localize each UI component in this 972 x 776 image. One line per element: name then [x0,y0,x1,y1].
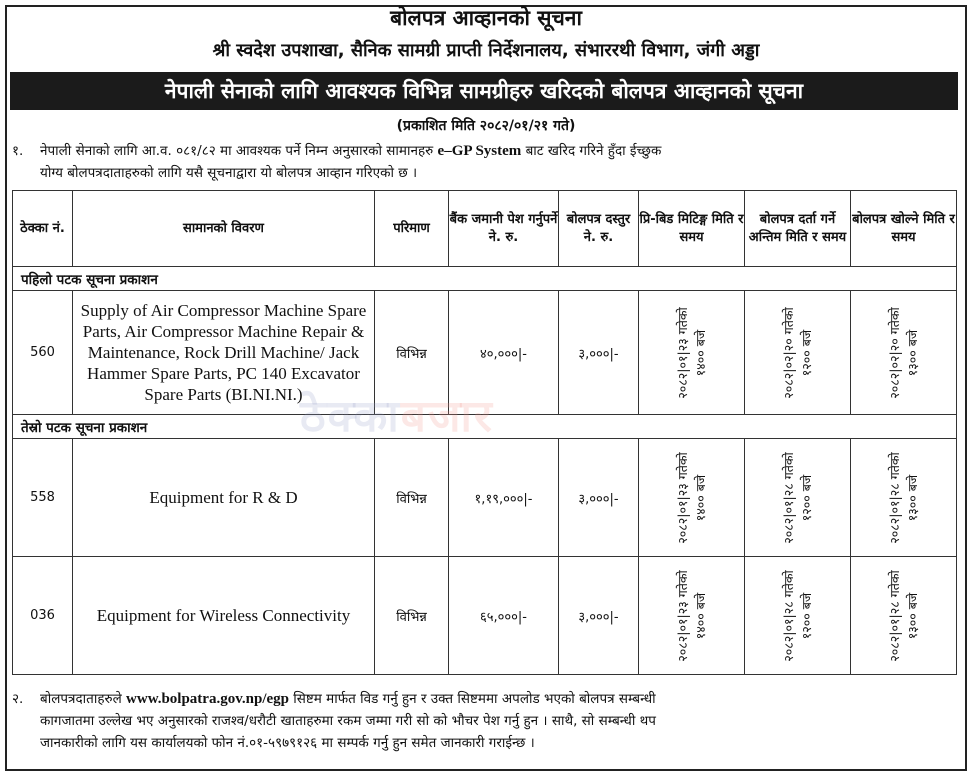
item-description: Supply of Air Compressor Machine Spare Parts, Air Compressor Machine Repair & Maintenance, Rock Drill Machine/ Jack Hammer Spare Parts, PC 140 Excavator Spare Parts (BI.NI.NI.) [73,291,375,415]
item-description: Equipment for R & D [73,439,375,557]
col-header-prebid: प्रि-बिड मिटिङ्ग मिति र समय [639,191,745,267]
col-header-bank: बैंक जमानी पेश गर्नुपर्ने ने. रु. [449,191,559,267]
prebid-datetime: २०८२|०१|२३ गतेको १४०० बजे [639,291,745,415]
tender-fee: ३,०००|- [559,557,639,675]
notice-title: बोलपत्र आव्हानको सूचना [390,6,582,30]
published-date: (प्रकाशित मिति २०८२/०१/२१ गते) [396,118,576,134]
paragraph-number: १. [12,143,24,159]
paragraph-1: १. नेपाली सेनाको लागि आ.व. ०८१/८२ मा आवश्यक पर्ने निम्न अनुसारको सामानहरु e–GP System बाट खरिद गरिने हुँदा ईच्छुक योग्य बोलपत्रदाताहरुको लागि यसै सूचनाद्वारा यो बोलपत्र आव्हान गरिएको छ । [12,140,960,184]
col-header-desc: सामानको विवरण [73,191,375,267]
opening-datetime: २०८२|०१|२८ गतेको १३०० बजे [851,439,957,557]
quantity: विभिन्न [375,439,449,557]
deadline-datetime: २०८२|०१|२८ गतेको १२०० बजे [745,439,851,557]
quantity: विभिन्न [375,291,449,415]
paragraph-2: २. बोलपत्रदाताहरुले www.bolpatra.gov.np/egp सिष्टम मार्फत विड गर्नु हुन र उक्त सिष्टममा अपलोड भएको बोलपत्र सम्बन्धी कागजातमा उल्लेख भए अनुसारको राजश्व/धरौटी खाताहरुमा रकम जम्मा गरी सो को भौचर पेश गर्नु हुन । साथै, सो सम्बन्धी थप जानकारीको लागि यस कार्यालयको फोन नं.०१-५९७९१२६ मा सम्पर्क गर्नु हुन समेत जानकारी गराईन्छ । [12,688,960,754]
tender-no: 560 [13,291,73,415]
tender-no: 036 [13,557,73,675]
col-header-qty: परिमाण [375,191,449,267]
egp-system: e–GP System [437,143,522,159]
prebid-datetime: २०८२|०१|२३ गतेको १४०० बजे [639,557,745,675]
col-header-no: ठेक्का नं. [13,191,73,267]
col-header-deadline: बोलपत्र दर्ता गर्ने अन्तिम मिति र समय [745,191,851,267]
watermark-logo: ठेक्काबजार [300,391,494,442]
notice-banner: नेपाली सेनाको लागि आवश्यक विभिन्न सामग्रीहरु खरिदको बोलपत्र आव्हानको सूचना [10,72,958,110]
prebid-datetime: २०८२|०१|२३ गतेको १४०० बजे [639,439,745,557]
table-row [13,439,957,557]
opening-datetime: २०८२|०१|२८ गतेको १३०० बजे [851,557,957,675]
quantity: विभिन्न [375,557,449,675]
bank-guarantee: ४०,०००|- [449,291,559,415]
tender-no: 558 [13,439,73,557]
tender-fee: ३,०००|- [559,439,639,557]
deadline-datetime: २०८२|०२|२० गतेको १२०० बजे [745,291,851,415]
deadline-datetime: २०८२|०१|२८ गतेको १२०० बजे [745,557,851,675]
paragraph-number: २. [12,691,24,707]
bank-guarantee: ६५,०००|- [449,557,559,675]
tender-fee: ३,०००|- [559,291,639,415]
bank-guarantee: १,१९,०००|- [449,439,559,557]
egp-url[interactable]: www.bolpatra.gov.np/egp [126,691,289,707]
section-row: पहिलो पटक सूचना प्रकाशन [13,267,957,291]
section-row: तेस्रो पटक सूचना प्रकाशन [13,415,957,439]
table-row [13,557,957,675]
col-header-opening: बोलपत्र खोल्ने मिति र समय [851,191,957,267]
office-name: श्री स्वदेश उपशाखा, सैनिक सामग्री प्राप्ती निर्देशनालय, संभाररथी विभाग, जंगी अड्डा [212,40,760,61]
opening-datetime: २०८२|०२|२० गतेको १३०० बजे [851,291,957,415]
item-description: Equipment for Wireless Connectivity [73,557,375,675]
col-header-fee: बोलपत्र दस्तुर ने. रु. [559,191,639,267]
table-header-row [13,191,957,267]
